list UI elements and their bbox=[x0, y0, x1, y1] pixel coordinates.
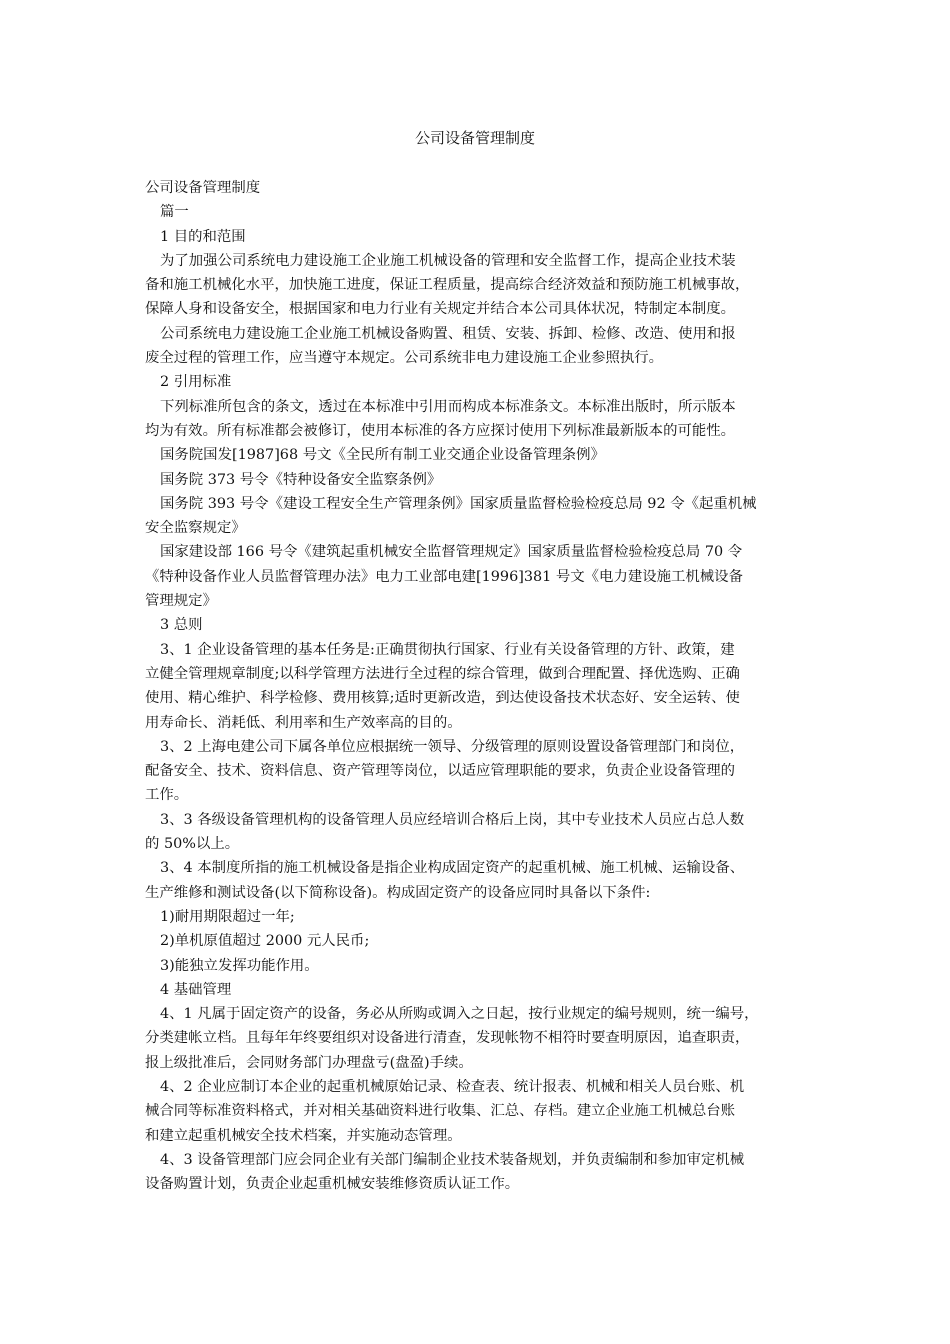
paragraph-line: 械合同等标准资料格式，并对相关基础资料进行收集、汇总、存档。建立企业施工机械总台账 bbox=[145, 1103, 736, 1120]
paragraph-line: 4、1 凡属于固定资产的设备，务必从所购或调入之日起，按行业规定的编号规则，统一编号， bbox=[160, 1006, 759, 1023]
paragraph-standard-3 bbox=[145, 492, 813, 541]
paragraph-4-2 bbox=[145, 1075, 813, 1148]
paragraph-section-label bbox=[145, 200, 813, 224]
document-body bbox=[145, 176, 813, 1196]
paragraph-line: 3、3 各级设备管理机构的设备管理人员应经培训合格后上岗，其中专业技术人员应占总人数 bbox=[160, 811, 745, 828]
paragraph-line: 和建立起重机械安全技术档案，并实施动态管理。 bbox=[145, 1127, 462, 1144]
paragraph-standards-intro bbox=[145, 395, 813, 444]
paragraph-3-3 bbox=[145, 808, 813, 857]
paragraph-scope bbox=[145, 322, 813, 371]
paragraph-line: 生产维修和测试设备(以下简称设备)。构成固定资产的设备应同时具备以下条件: bbox=[145, 884, 651, 901]
paragraph-line: 篇一 bbox=[160, 204, 189, 221]
paragraph-3-1 bbox=[145, 638, 813, 735]
paragraph-line: 4、3 设备管理部门应会同企业有关部门编制企业技术装备规划，并负责编制和参加审定机械 bbox=[160, 1151, 745, 1168]
paragraph-heading-1 bbox=[145, 225, 813, 249]
paragraph-line: 国务院 373 号令《特种设备安全监察条例》 bbox=[160, 471, 442, 488]
paragraph-line: 安全监察规定》 bbox=[145, 520, 246, 537]
paragraph-line: 3)能独立发挥功能作用。 bbox=[160, 957, 319, 974]
paragraph-line: 国家建设部 166 号令《建筑起重机械安全监督管理规定》国家质量监督检验检疫总局 70 令 bbox=[160, 544, 743, 561]
paragraph-line: 2)单机原值超过 2000 元人民币; bbox=[160, 933, 370, 950]
paragraph-line: 下列标准所包含的条文，透过在本标准中引用而构成本标准条文。本标准出版时，所示版本 bbox=[160, 398, 736, 415]
paragraph-4-3 bbox=[145, 1148, 813, 1197]
paragraph-line: 设备购置计划，负责企业起重机械安装维修资质认证工作。 bbox=[145, 1176, 520, 1193]
paragraph-heading-2 bbox=[145, 370, 813, 394]
paragraph-line: 3、2 上海电建公司下属各单位应根据统一领导、分级管理的原则设置设备管理部门和岗位， bbox=[160, 738, 745, 755]
paragraph-line: 国务院国发[1987]68 号文《全民所有制工业交通企业设备管理条例》 bbox=[160, 447, 605, 464]
paragraph-line: 3、4 本制度所指的施工机械设备是指企业构成固定资产的起重机械、施工机械、运输设备、 bbox=[160, 860, 745, 877]
paragraph-line: 使用、精心维护、科学检修、费用核算;适时更新改造，到达使设备技术状态好、安全运转、使 bbox=[145, 690, 740, 707]
paragraph-heading-4 bbox=[145, 978, 813, 1002]
paragraph-line: 为了加强公司系统电力建设施工企业施工机械设备的管理和安全监督工作，提高企业技术装 bbox=[160, 252, 736, 269]
paragraph-line: 均为有效。所有标准都会被修订，使用本标准的各方应探讨使用下列标准最新版本的可能性。 bbox=[145, 422, 736, 439]
paragraph-line: 国务院 393 号令《建设工程安全生产管理条例》国家质量监督检验检疫总局 92 令《起重机械 bbox=[160, 495, 757, 512]
paragraph-line: 管理规定》 bbox=[145, 593, 217, 610]
paragraph-line: 的 50%以上。 bbox=[145, 836, 240, 853]
paragraph-standard-1 bbox=[145, 443, 813, 467]
paragraph-line: 2 引用标准 bbox=[160, 374, 232, 391]
paragraph-line: 立健全管理规章制度;以科学管理方法进行全过程的综合管理，做到合理配置、择优选购、正确 bbox=[145, 665, 740, 682]
paragraph-4-1 bbox=[145, 1002, 813, 1075]
paragraph-line: 配备安全、技术、资料信息、资产管理等岗位，以适应管理职能的要求，负责企业设备管理的 bbox=[145, 763, 736, 780]
paragraph-condition-2 bbox=[145, 929, 813, 953]
document-title: 公司设备管理制度 bbox=[414, 129, 535, 147]
paragraph-line: 备和施工机械化水平，加快施工进度，保证工程质量，提高综合经济效益和预防施工机械事故， bbox=[145, 277, 750, 294]
paragraph-3-4 bbox=[145, 856, 813, 905]
paragraph-line: 4、2 企业应制订本企业的起重机械原始记录、检查表、统计报表、机械和相关人员台账、机 bbox=[160, 1078, 745, 1095]
paragraph-line: 保障人身和设备安全，根据国家和电力行业有关规定并结合本公司具体状况，特制定本制度。 bbox=[145, 301, 736, 318]
paragraph-3-2 bbox=[145, 735, 813, 808]
paragraph-line: 废全过程的管理工作，应当遵守本规定。公司系统非电力建设施工企业参照执行。 bbox=[145, 350, 664, 367]
paragraph-standard-2 bbox=[145, 468, 813, 492]
paragraph-line: 公司系统电力建设施工企业施工机械设备购置、租赁、安装、拆卸、检修、改造、使用和报 bbox=[160, 325, 736, 342]
paragraph-line: 《特种设备作业人员监督管理办法》电力工业部电建[1996]381 号文《电力建设施工机械设备 bbox=[145, 568, 743, 585]
paragraph-line: 4 基础管理 bbox=[160, 981, 232, 998]
paragraph-line: 1 目的和范围 bbox=[160, 228, 246, 245]
paragraph-line: 分类建帐立档。且每年年终要组织对设备进行清查，发现帐物不相符时要查明原因，追查职责， bbox=[145, 1030, 750, 1047]
paragraph-purpose bbox=[145, 249, 813, 322]
paragraph-line: 1)耐用期限超过一年; bbox=[160, 908, 295, 925]
paragraph-line: 3、1 企业设备管理的基本任务是:正确贯彻执行国家、行业有关设备管理的方针、政策，建 bbox=[160, 641, 735, 658]
paragraph-line: 报上级批准后，会同财务部门办理盘亏(盘盈)手续。 bbox=[145, 1054, 473, 1071]
paragraph-condition-1 bbox=[145, 905, 813, 929]
paragraph-line: 工作。 bbox=[145, 787, 189, 804]
paragraph-line: 用寿命长、消耗低、利用率和生产效率高的目的。 bbox=[145, 714, 462, 731]
document-heading: 公司设备管理制度 bbox=[145, 180, 261, 196]
paragraph-heading-3 bbox=[145, 613, 813, 637]
paragraph-line: 3 总则 bbox=[160, 617, 203, 634]
paragraph-condition-3 bbox=[145, 954, 813, 978]
paragraph-standard-4 bbox=[145, 540, 813, 613]
